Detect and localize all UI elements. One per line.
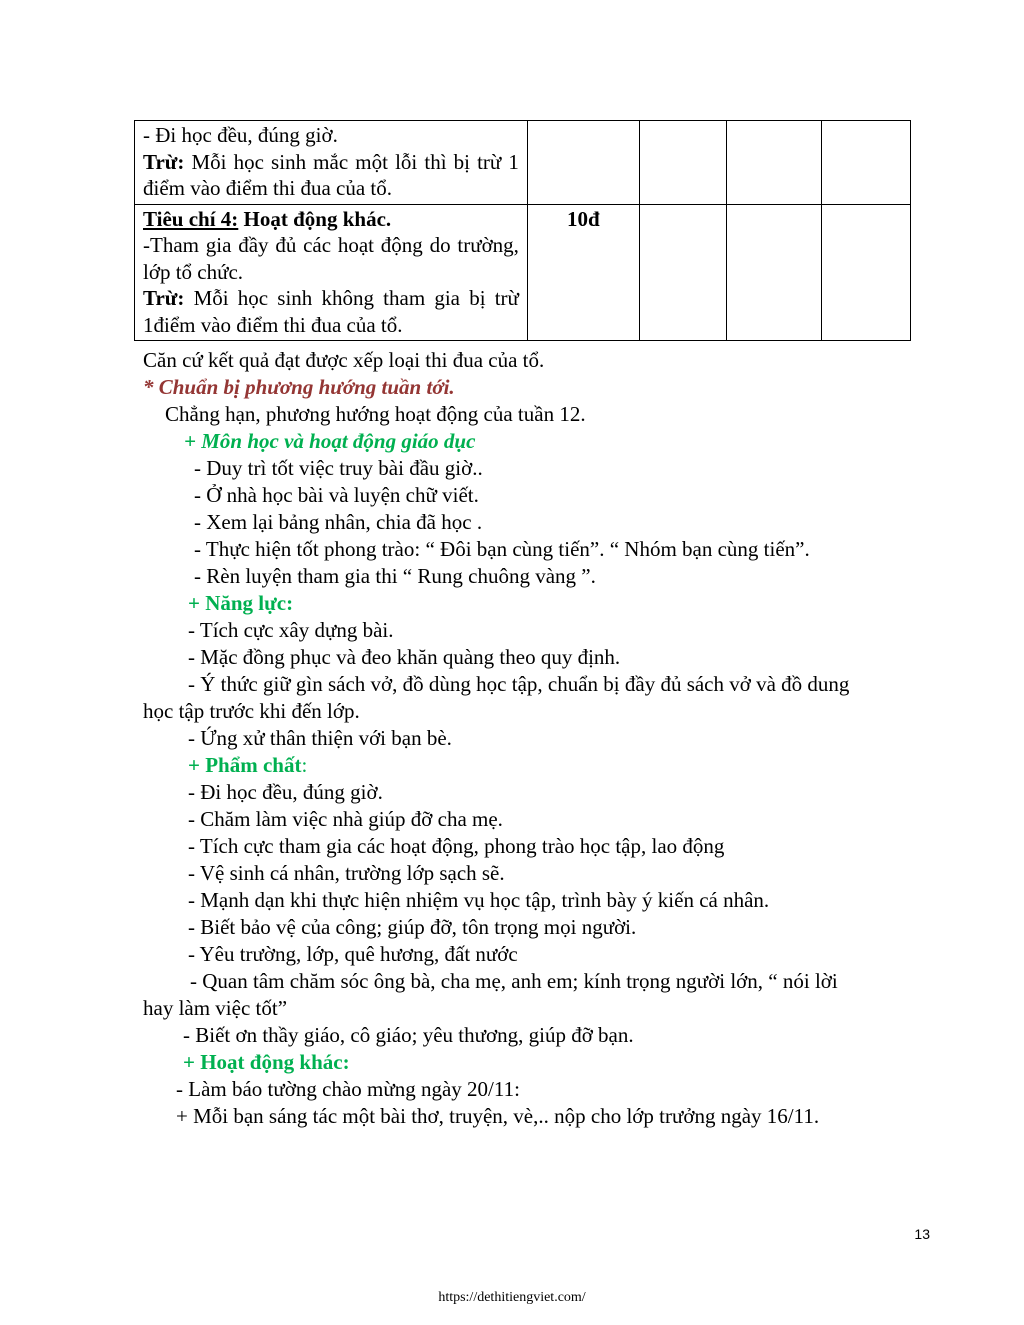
quality-heading-colon: : bbox=[301, 753, 308, 777]
criteria-table bbox=[134, 120, 911, 341]
list-item: - Ý thức giữ gìn sách vở, đồ dùng học tập, chuẩn bị đầy đủ sách vở và đồ dung bbox=[188, 672, 850, 696]
deduct-label: Trừ: bbox=[143, 149, 185, 174]
list-item: - Xem lại bảng nhân, chia đã học . bbox=[194, 510, 483, 534]
list-item: - Tích cực tham gia các hoạt động, phong trào học tập, lao động bbox=[188, 834, 725, 858]
list-item: - Đi học đều, đúng giờ. bbox=[188, 780, 383, 804]
list-item: - Ở nhà học bài và luyện chữ viết. bbox=[194, 483, 479, 507]
quality-heading: + Phẩm chất bbox=[188, 753, 302, 777]
criteria-cell bbox=[135, 121, 528, 205]
criteria-title: Hoạt động khác. bbox=[238, 206, 392, 231]
list-item: - Quan tâm chăm sóc ông bà, cha mẹ, anh em; kính trọng người lớn, “ nói lời bbox=[190, 969, 838, 993]
list-item: - Vệ sinh cá nhân, trường lớp sạch sẽ. bbox=[188, 861, 505, 885]
body-text bbox=[143, 347, 933, 1130]
basis-line: Căn cứ kết quả đạt được xếp loại thi đua của tổ. bbox=[143, 348, 545, 372]
empty-cell bbox=[822, 121, 911, 205]
list-item-continued: hay làm việc tốt” bbox=[143, 996, 288, 1020]
points-cell: 10đ bbox=[527, 204, 639, 341]
list-item: - Biết ơn thầy giáo, cô giáo; yêu thương, giúp đỡ bạn. bbox=[183, 1023, 634, 1047]
list-item: - Thực hiện tốt phong trào: “ Đôi bạn cùng tiến”. “ Nhóm bạn cùng tiến”. bbox=[194, 537, 810, 561]
list-item-continued: học tập trước khi đến lớp. bbox=[143, 699, 360, 723]
empty-cell bbox=[639, 204, 727, 341]
subjects-heading: + Môn học và hoạt động giáo dục bbox=[184, 429, 476, 453]
list-item: - Duy trì tốt việc truy bài đầu giờ.. bbox=[194, 456, 483, 480]
other-heading: + Hoạt động khác: bbox=[183, 1050, 350, 1074]
competence-heading: + Năng lực: bbox=[188, 591, 294, 615]
deduct-label: Trừ: bbox=[143, 286, 185, 310]
list-item: - Biết bảo vệ của công; giúp đỡ, tôn trọng mọi người. bbox=[188, 915, 637, 939]
empty-cell bbox=[727, 204, 822, 341]
list-item: - Mạnh dạn khi thực hiện nhiệm vụ học tập, trình bày ý kiến cá nhân. bbox=[188, 888, 770, 912]
list-item: - Ứng xử thân thiện với bạn bè. bbox=[188, 726, 452, 750]
empty-cell bbox=[639, 121, 727, 205]
list-item: - Tích cực xây dựng bài. bbox=[188, 618, 394, 642]
list-item: - Chăm làm việc nhà giúp đỡ cha mẹ. bbox=[188, 807, 503, 831]
table-row bbox=[135, 204, 911, 341]
table-row bbox=[135, 121, 911, 205]
points-cell bbox=[527, 121, 639, 205]
deduct-text: Mỗi học sinh mắc một lỗi thì bị trừ 1 điểm vào điểm thi đua của tổ. bbox=[143, 149, 519, 200]
prep-heading: * Chuẩn bị phương hướng tuần tới. bbox=[143, 375, 455, 399]
list-item: - Mặc đồng phục và đeo khăn quàng theo quy định. bbox=[188, 645, 621, 669]
criteria-title-prefix: Tiêu chí 4: bbox=[143, 206, 239, 231]
criteria-cell bbox=[135, 204, 528, 341]
criteria-line: - Đi học đều, đúng giờ. bbox=[143, 123, 338, 147]
footer-url[interactable]: https://dethitiengviet.com/ bbox=[438, 1290, 586, 1305]
list-item: - Yêu trường, lớp, quê hương, đất nước bbox=[188, 942, 518, 966]
deduct-text: Mỗi học sinh không tham gia bị trừ 1điểm vào điểm thi đua của tổ. bbox=[143, 286, 519, 337]
list-item: + Mỗi bạn sáng tác một bài thơ, truyện, vè,.. nộp cho lớp trưởng ngày 16/11. bbox=[176, 1104, 820, 1128]
page-number: 13 bbox=[914, 1226, 930, 1242]
example-line: Chẳng hạn, phương hướng hoạt động của tuần 12. bbox=[165, 402, 586, 426]
list-item: - Rèn luyện tham gia thi “ Rung chuông vàng ”. bbox=[194, 564, 596, 588]
list-item: - Làm báo tường chào mừng ngày 20/11: bbox=[176, 1077, 520, 1101]
criteria-line: -Tham gia đầy đủ các hoạt động do trường, lớp tổ chức. bbox=[143, 233, 519, 284]
empty-cell bbox=[727, 121, 822, 205]
empty-cell bbox=[822, 204, 911, 341]
